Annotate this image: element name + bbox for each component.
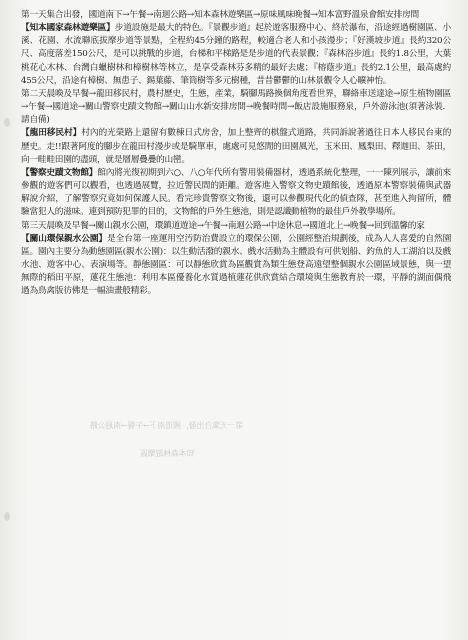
section-heading: 【知本國家森林遊樂區】 — [21, 23, 115, 34]
itinerary-paragraph — [21, 88, 451, 127]
paragraph-text: 是全台第一座運用空汚防治費設立的環保公園，公園經整治規劃後，成為人人喜愛的自然園區。園內主要分為動態園區(親水公園)：以生動活潑的親水、戲水活動為主體設有可供划船、釣魚的人工湖泊以及戲水池、遊客中心、表演場等。靜態園區：可以靜態欣賞為區觀賞為類生態登高遠望整個親水公園區域景態，與一望無際的稻田平原，蓮花生態池：利用本區優養化水質過植蓮花供欣賞結合環境與生態教育於一環，平靜的湖面偶飛過為鳥禽版彷佛是一幅油畫般精彩。 — [21, 233, 452, 297]
paragraph-text: 館內將光復初期到六○、八○年代所有警用裝備器材，透過系統化整理，一一陳列展示，讓前來參觀的遊客們可以觀看，也透過展覽，拉近警民間的距離。遊客進入警察文物史蹟館後，透過原本警察裝備與武器解說介紹，了解警察究竟如何保護人民。看完珍貴警察文物後，還可以參觀現代化的偵查隊，甚至進入拘留所，體驗當犯人的滋味。連到預防犯罪的目的，文物館的戶外生態池，則是認識動植物的最佳戶外教學場所。 — [21, 167, 451, 218]
paragraph-text: 第三天晨喚及早餐→關山親水公園，環鎮道遊途→午餐→南迴公路→中途休息→國道北上→晚餐→回到溫馨的家 — [21, 220, 425, 231]
paragraph-text: 步道設施是最大的特色。『景觀步道』起於遊客服務中心、終於瀑布，沿途經過樹園區、小溪、花園、水流聯底拔摩步道等景點，全程約45分鐘的路程，較適合老人和小孩漫步；『好漢坡步道』長約320公尺、高度落差150公尺，是可以挑戰的步道，台梯和平梯路是是步道的代表景觀；『森林浴步道』長約1.8公里，大葉桃花心木林、台灣白蠟樹林和樟樹林等林立，是享受森林芬多精的最好去處；『榕蔭步道』長約2.1公里，最高處約455公尺，沿途有樟樹、無患子、錫葉藤、筆筒樹等多元樹種，昔昔鬱鬱的山林景觀令人心曠神怡。 — [21, 23, 451, 86]
itinerary-paragraph — [21, 167, 451, 220]
itinerary-text — [21, 9, 451, 298]
punch-hole-mark — [4, 118, 10, 127]
paragraph-text: 村內的光榮路上還留有數棟日式房舍，加上整齊的棋盤式道路，共同訴說著過往日本人移民台東的歷史。 — [21, 128, 452, 152]
paragraph-text: 第二天晨喚及早餐→龍田移民村，農村歷史，生態，產業，騎腳馬路換個角度看世界，聯絡車送達途→原生植物園區→午餐→國道途→關山警察史蹟文物館→關山山水新安排房間→晚餐時間→飯店設施服務泉，戶外游泳池(須著泳裝．請自備) — [21, 88, 451, 126]
section-heading: 【關山環保親水公園】 — [21, 233, 108, 244]
section-heading: 【龍田移民村】 — [21, 128, 82, 139]
punch-hole-mark — [4, 512, 10, 521]
itinerary-paragraph — [21, 9, 451, 22]
bleed-through-text: 知本森林遊樂區 — [140, 449, 195, 458]
section-heading: 【警察史蹟文物館】 — [21, 167, 98, 178]
itinerary-paragraph — [21, 233, 451, 299]
itinerary-paragraph — [21, 127, 451, 166]
paragraph-text: 第一天集合出發，國道南下→午餐→南迴公路→知本森林遊樂區→原味風味晚餐→知本富野溫泉會館安排房間 — [21, 10, 419, 20]
bleed-through-text: 第一天集合出發，國道南下→午餐→南迴公路 — [90, 421, 244, 430]
paragraph-text: 走!!跟著阿度的腳步在龍田村漫步或是騎單車，處處可見悠閒的田園風光，玉米田、鳳梨田、釋迦田、茶田，向一畦畦田園的盡頭，就是層層疊疊的山巒。 — [21, 141, 452, 165]
itinerary-paragraph — [21, 220, 451, 233]
itinerary-paragraph — [21, 22, 451, 88]
